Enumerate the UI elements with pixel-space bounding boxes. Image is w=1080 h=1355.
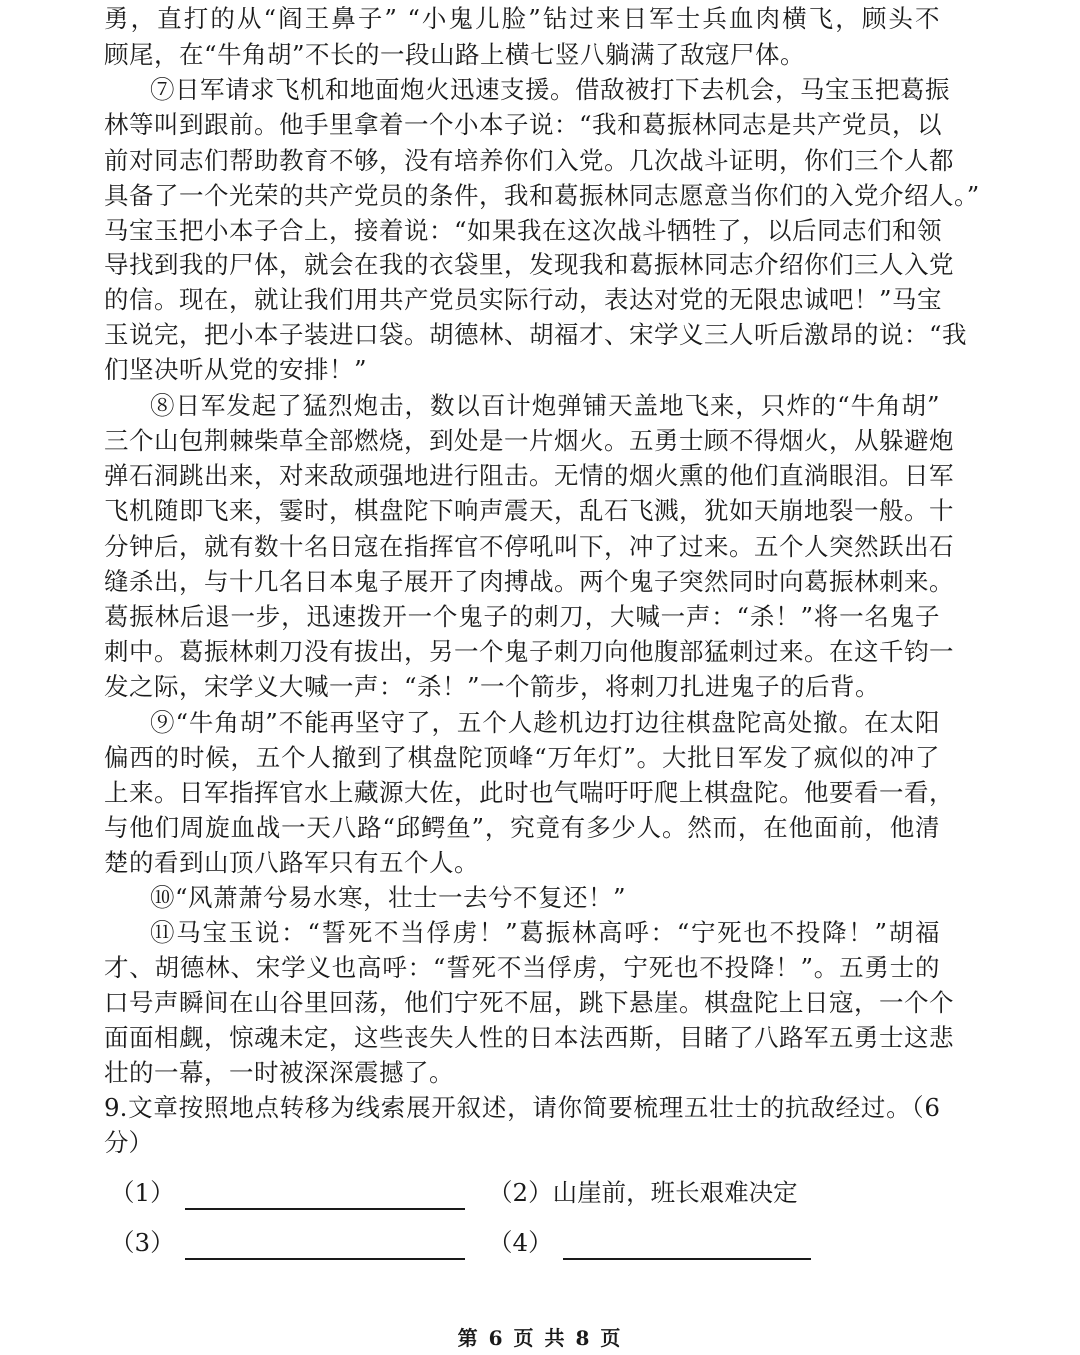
- answer-3: [110, 1226, 465, 1260]
- passage-line: 面面相觑，惊魂未定，这些丧失人性的日本法西斯，目睹了八路军五勇士这悲: [104, 1023, 954, 1052]
- passage-line: 上来。日军指挥官水上藏源大佐，此时也气喘吁吁爬上棋盘陀。他要看一看，: [104, 778, 954, 807]
- passage-line: 才、胡德林、宋学义也高呼：“誓死不当俘虏，宁死也不投降！”。五勇士的: [104, 953, 940, 982]
- passage-line: 前对同志们帮助教育不够，没有培养你们入党。几次战斗证明，你们三个人都: [104, 146, 954, 175]
- passage-line: 口号声瞬间在山谷里回荡，他们宁死不屈，跳下悬崖。棋盘陀上日寇，一个个: [104, 988, 954, 1017]
- answer-1: [110, 1176, 465, 1210]
- passage-line: 的信。现在，就让我们用共产党员实际行动，表达对党的无限忠诚吧！”马宝: [104, 285, 943, 314]
- answer-label: （4）: [488, 1228, 553, 1257]
- passage-line: ⑩“风萧萧兮易水寒，壮士一去兮不复还！”: [150, 883, 627, 912]
- passage-line: 发之际，宋学义大喊一声：“杀！”一个箭步，将刺刀扎进鬼子的后背。: [104, 672, 881, 701]
- passage-line: 们坚决听从党的安排！”: [104, 355, 368, 384]
- passage-line: 马宝玉把小本子合上，接着说：“如果我在这次战斗牺牲了，以后同志们和领: [104, 216, 943, 245]
- passage-line: 刺中。葛振林刺刀没有拔出，另一个鬼子刺刀向他腹部猛刺过来。在这千钧一: [104, 637, 954, 666]
- question-9-text: 9.文章按照地点转移为线索展开叙述，请你简要梳理五壮士的抗敌经过。（6: [104, 1093, 940, 1122]
- passage-line: 具备了一个光荣的共产党员的条件，我和葛振林同志愿意当你们的入党介绍人。”: [104, 181, 980, 210]
- question-9-text-cont: 分）: [104, 1128, 153, 1157]
- passage-line: 分钟后，就有数十名日寇在指挥官不停吼叫下，冲了过来。五个人突然跃出石: [104, 532, 954, 561]
- passage-line: ⑧日军发起了猛烈炮击，数以百计炮弹铺天盖地飞来，只炸的“牛角胡”: [150, 391, 940, 420]
- passage-line: 三个山包荆棘柴草全部燃烧，到处是一片烟火。五勇士顾不得烟火，从躲避炮: [104, 426, 954, 455]
- passage-line: ⑨“牛角胡”不能再坚守了，五个人趁机边打边往棋盘陀高处撤。在太阳: [150, 708, 940, 737]
- passage-line: ⑪马宝玉说：“誓死不当俘虏！”葛振林高呼：“宁死也不投降！”胡福: [150, 918, 940, 947]
- answer-blank-4[interactable]: [563, 1230, 811, 1260]
- answer-text: 山崖前，班长艰难决定: [552, 1178, 798, 1207]
- passage-line: 弹石洞跳出来，对来敌顽强地进行阻击。无情的烟火熏的他们直淌眼泪。日军: [104, 461, 954, 490]
- answer-label: （3）: [110, 1228, 175, 1257]
- passage-line: 缝杀出，与十几名日本鬼子展开了肉搏战。两个鬼子突然同时向葛振林刺来。: [104, 567, 954, 596]
- passage-line: ⑦日军请求飞机和地面炮火迅速支援。借敌被打下去机会，马宝玉把葛振: [150, 75, 950, 104]
- answer-label: （1）: [110, 1178, 175, 1207]
- passage-line: 勇，直打的从“阎王鼻子” “小鬼儿脸”钻过来日军士兵血肉横飞，顾头不: [104, 4, 940, 33]
- passage-line: 顾尾，在“牛角胡”不长的一段山路上横七竖八躺满了敌寇尸体。: [104, 40, 806, 69]
- answer-blank-1[interactable]: [185, 1180, 465, 1210]
- answer-blank-3[interactable]: [185, 1230, 465, 1260]
- page-number: 第 6 页 共 8 页: [457, 1326, 623, 1350]
- passage-line: 玉说完，把小本子装进口袋。胡德林、胡福才、宋学义三人听后激昂的说：“我: [104, 320, 968, 349]
- passage-line: 偏西的时候，五个人撤到了棋盘陀顶峰“万年灯”。大批日军发了疯似的冲了: [104, 743, 940, 772]
- answer-4: [488, 1226, 811, 1260]
- answer-2: [488, 1176, 798, 1210]
- passage-line: 楚的看到山顶八路军只有五个人。: [104, 848, 479, 877]
- passage-line: 与他们周旋血战一天八路“邱鳄鱼”，究竟有多少人。然而，在他面前，他清: [104, 813, 940, 842]
- passage-line: 葛振林后退一步，迅速拨开一个鬼子的刺刀，大喊一声：“杀！”将一名鬼子: [104, 602, 940, 631]
- passage-line: 壮的一幕，一时被深深震撼了。: [104, 1058, 454, 1087]
- passage-line: 飞机随即飞来，霎时，棋盘陀下响声震天，乱石飞溅，犹如天崩地裂一般。十: [104, 496, 954, 525]
- passage-line: 导找到我的尸体，就会在我的衣袋里，发现我和葛振林同志介绍你们三人入党: [104, 250, 954, 279]
- passage-line: 林等叫到跟前。他手里拿着一个小本子说：“我和葛振林同志是共产党员，以: [104, 110, 943, 139]
- answer-label: （2）: [488, 1178, 553, 1207]
